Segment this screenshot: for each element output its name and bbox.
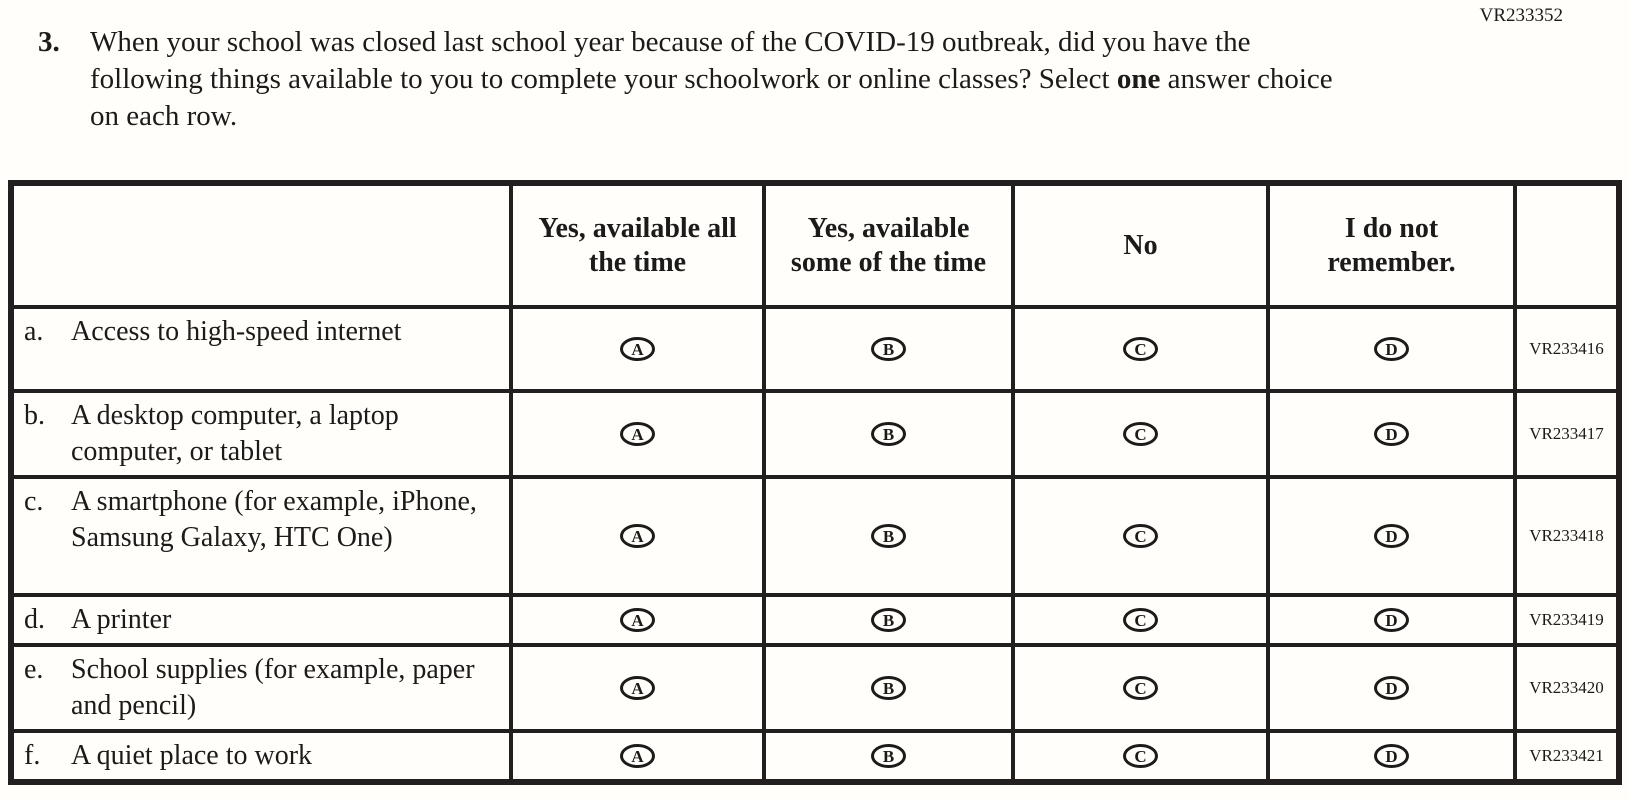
- answer-option-c[interactable]: C: [1123, 524, 1158, 548]
- table-row-c: [11, 477, 1619, 595]
- row-code: VR233416: [1515, 307, 1619, 391]
- answer-option-a[interactable]: A: [620, 608, 655, 632]
- answer-cell: [1268, 731, 1515, 782]
- answer-option-d[interactable]: D: [1374, 676, 1409, 700]
- answer-option-d[interactable]: D: [1374, 337, 1409, 361]
- answer-cell: [511, 391, 764, 477]
- row-label-cell: [11, 307, 511, 391]
- answer-cell: [511, 307, 764, 391]
- row-letter: e.: [24, 654, 44, 685]
- row-label: A desktop computer, a laptop computer, or tablet: [71, 400, 399, 467]
- answer-option-c[interactable]: C: [1123, 744, 1158, 768]
- row-letter: c.: [24, 486, 44, 517]
- row-letter: b.: [24, 400, 45, 431]
- row-label: A printer: [71, 604, 172, 635]
- answer-cell: [1013, 391, 1268, 477]
- row-label-cell: [11, 645, 511, 731]
- row-label-cell: [11, 391, 511, 477]
- table-row-f: [11, 731, 1619, 782]
- row-label: A smartphone (for example, iPhone, Samsung Galaxy, HTC One): [71, 486, 477, 553]
- answer-option-b[interactable]: B: [871, 608, 906, 632]
- answer-option-d[interactable]: D: [1374, 608, 1409, 632]
- answer-cell: [764, 477, 1013, 595]
- answer-cell: [764, 391, 1013, 477]
- row-letter: d.: [24, 604, 45, 635]
- column-header-item: [11, 183, 511, 307]
- answer-option-c[interactable]: C: [1123, 676, 1158, 700]
- column-header-not-remember: I do not remember.: [1268, 183, 1515, 307]
- column-header-no: No: [1013, 183, 1268, 307]
- row-label-cell: [11, 595, 511, 645]
- answer-option-c[interactable]: C: [1123, 422, 1158, 446]
- column-header-yes-some-time: Yes, available some of the time: [764, 183, 1013, 307]
- answer-option-a[interactable]: A: [620, 524, 655, 548]
- answer-option-d[interactable]: D: [1374, 524, 1409, 548]
- row-code: VR233418: [1515, 477, 1619, 595]
- column-header-code: [1515, 183, 1619, 307]
- answer-cell: [764, 645, 1013, 731]
- answer-cell: [1013, 645, 1268, 731]
- table-row-a: [11, 307, 1619, 391]
- header-row: [11, 183, 1619, 307]
- answer-option-b[interactable]: B: [871, 524, 906, 548]
- row-letter: f.: [24, 740, 41, 771]
- question-text: [90, 24, 1350, 135]
- answer-cell: [764, 307, 1013, 391]
- row-label: A quiet place to work: [71, 740, 313, 771]
- column-header-yes-all-time: Yes, available all the time: [511, 183, 764, 307]
- document-code: VR233352: [1479, 5, 1563, 26]
- answer-option-a[interactable]: A: [620, 744, 655, 768]
- answer-option-a[interactable]: A: [620, 422, 655, 446]
- question-text-after: answer choice on each row.: [90, 63, 1333, 132]
- answer-cell: [1013, 595, 1268, 645]
- answer-option-c[interactable]: C: [1123, 337, 1158, 361]
- question-block: [38, 24, 1378, 135]
- answer-option-d[interactable]: D: [1374, 422, 1409, 446]
- answer-cell: [1268, 307, 1515, 391]
- question-number: 3.: [38, 26, 60, 58]
- row-label: School supplies (for example, paper and pencil): [71, 654, 475, 721]
- row-letter: a.: [24, 316, 44, 347]
- answer-cell: [764, 595, 1013, 645]
- row-code: VR233417: [1515, 391, 1619, 477]
- answer-cell: [1268, 645, 1515, 731]
- answer-cell: [1013, 307, 1268, 391]
- table-row-d: [11, 595, 1619, 645]
- row-code: VR233419: [1515, 595, 1619, 645]
- row-code: VR233421: [1515, 731, 1619, 782]
- table-row-b: [11, 391, 1619, 477]
- answer-option-a[interactable]: A: [620, 676, 655, 700]
- question-text-before: When your school was closed last school year because of the COVID-19 outbreak, did you have the following things available to you to complete your schoolwork or online classes? Select: [90, 26, 1251, 95]
- row-label: Access to high-speed internet: [71, 316, 402, 347]
- answer-cell: [1268, 477, 1515, 595]
- availability-table: [8, 180, 1622, 785]
- answer-cell: [1268, 595, 1515, 645]
- answer-option-b[interactable]: B: [871, 337, 906, 361]
- answer-option-b[interactable]: B: [871, 676, 906, 700]
- answer-cell: [1268, 391, 1515, 477]
- row-label-cell: [11, 731, 511, 782]
- answer-cell: [511, 595, 764, 645]
- answer-cell: [1013, 477, 1268, 595]
- answer-cell: [511, 477, 764, 595]
- answer-cell: [1013, 731, 1268, 782]
- answer-option-a[interactable]: A: [620, 337, 655, 361]
- answer-cell: [511, 731, 764, 782]
- row-code: VR233420: [1515, 645, 1619, 731]
- answer-option-c[interactable]: C: [1123, 608, 1158, 632]
- answer-cell: [511, 645, 764, 731]
- answer-cell: [764, 731, 1013, 782]
- question-bold-word: one: [1116, 63, 1161, 95]
- table-row-e: [11, 645, 1619, 731]
- answer-option-d[interactable]: D: [1374, 744, 1409, 768]
- answer-option-b[interactable]: B: [871, 744, 906, 768]
- answer-option-b[interactable]: B: [871, 422, 906, 446]
- row-label-cell: [11, 477, 511, 595]
